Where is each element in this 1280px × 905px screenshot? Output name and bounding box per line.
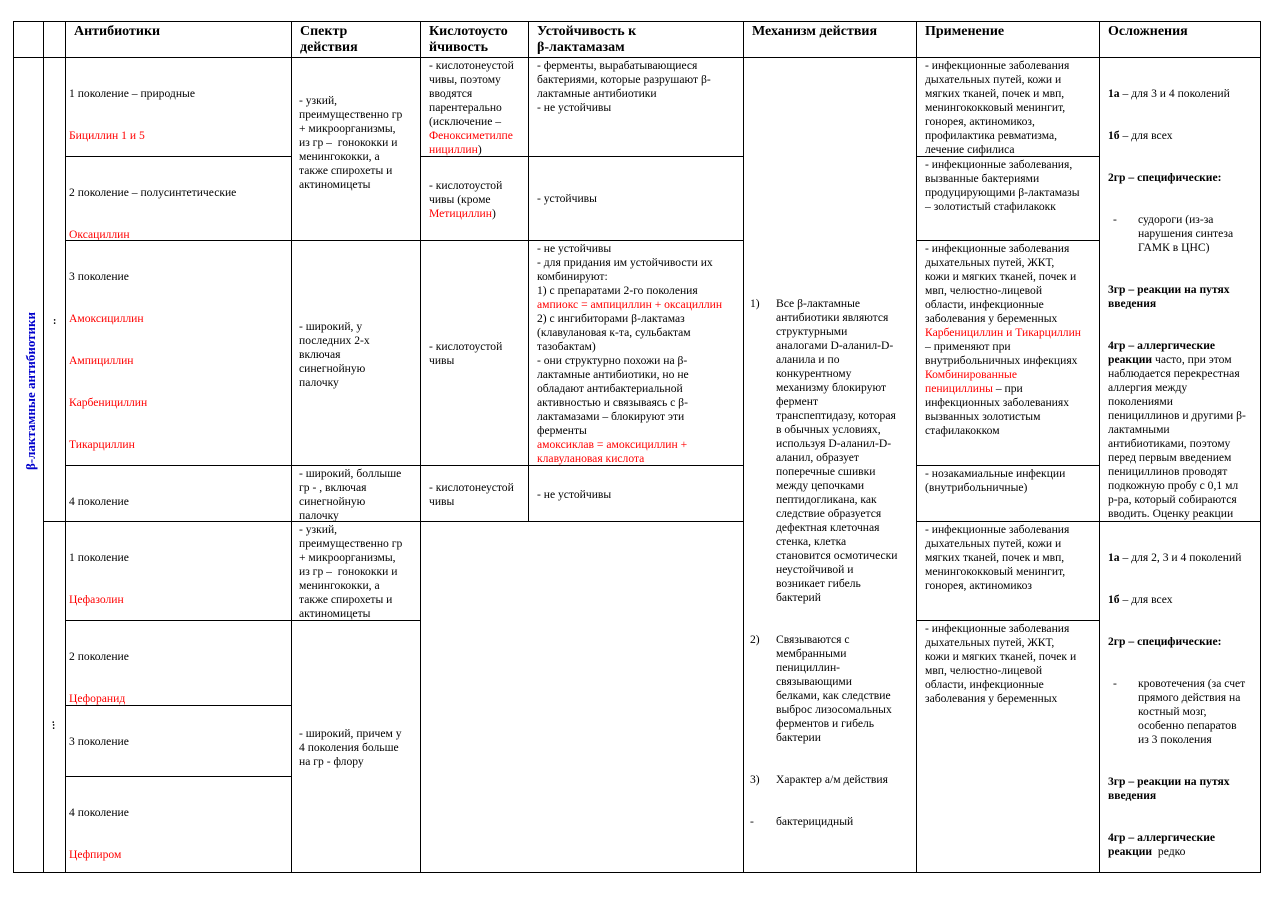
subgroup-cephalosporins	[43, 521, 66, 873]
peni-app-3: - инфекционные заболевания дыхательных путей, ЖКТ, кожи и мягких тканей, почек и мвп, челюстно-лицевой области, инфекционные заболевания у беременных Карбенициллин и Тикарциллин – применяют при внутрибольничных инфекциях Комбинированные пенициллины – при инфекционных заболеваниях вызванных золотистым стафилакокком	[916, 240, 1100, 466]
header-acid: Кислотоусто йчивость	[420, 21, 529, 58]
peni-beta-4: - не устойчивы	[528, 465, 744, 522]
peni-gen2-title: 2 поколение – полусинтетические	[69, 186, 237, 199]
mechanism-item: - бактерицидный	[750, 815, 854, 828]
drug: Цефпиром	[69, 848, 122, 861]
drug: Ампициллин	[69, 354, 134, 367]
peni-gen3-title: 3 поколение	[69, 270, 129, 283]
peni-acid-2: - кислотоустой чивы (кроме Метициллин)	[420, 156, 529, 241]
ceph-acid-beta-empty	[420, 521, 744, 873]
ceph-gen3	[65, 705, 292, 777]
header-complications: Осложнения	[1099, 21, 1261, 58]
peni-spectrum-3: - широкий, у последних 2-х включая синегнойную палочку	[291, 240, 421, 466]
ceph-app-1: - инфекционные заболевания дыхательных путей, кожи и мягких тканей, почек и мвп, менингококковый менингит, гонорея, актиномикоз	[916, 521, 1100, 621]
ceph-gen1-title: 1 поколение	[69, 551, 129, 564]
peni-acid-4: - кислотонеустой чивы	[420, 465, 529, 522]
peni-spectrum-4: - широкий, боллыше гр - , включая синегнойную палочку	[291, 465, 421, 522]
header-blank-1	[13, 21, 44, 58]
drug: Оксациллин	[69, 228, 130, 241]
peni-acid-1: - кислотонеустой чивы, поэтому вводятся парентерально (исключение – Феноксиметилпе нициллин)	[420, 57, 529, 157]
header-antibiotics: Антибиотики	[65, 21, 292, 58]
ceph-complications: 1а – для 2, 3 и 4 поколений 1б – для всех 2гр – специфические: - кровотечения (за счет прямого действия на костный мозг, особенно пепаратов из 3 поколения 3гр – реакции на путях введения 4гр – аллергические реакции редко	[1099, 521, 1261, 873]
mechanism-item: 2) Связываются с мембранными пенициллин- связывающими белками, как следствие выброс лизосомальных ферментов и гибель бактерии	[750, 633, 892, 744]
peni-app-4: - нозакамиальные инфекции (внутрибольничные)	[916, 465, 1100, 522]
ceph-app-2: - инфекционные заболевания дыхательных путей, ЖКТ, кожи и мягких тканей, почек и мвп, челюстно-лицевой области, инфекционные заболевания у беременных	[916, 620, 1100, 873]
mechanism-item: 1) Все β-лактамные антибиотики являются структурными аналогами D-аланил-D- аланила и по конкурентному механизму блокируют фермент транспептидазу, которая в обычных условиях, используя D-аланил-D- аланил, образует поперечные сшивки между цепочками пептидогликана, как следствие образуется дефектная клеточная стенка, клетка становится осмотически неустойчивой и возникает гибель бактерий	[750, 297, 898, 604]
mechanism-cell	[743, 57, 917, 873]
drug: Бициллин 1 и 5	[69, 129, 145, 142]
subgroup-penicillins	[43, 57, 66, 522]
peni-gen1-title: 1 поколение – природные	[69, 87, 195, 100]
header-beta-lactamase: Устойчивость к β-лактамазам	[528, 21, 744, 58]
peni-app-1: - инфекционные заболевания дыхательных путей, кожи и мягких тканей, почек и мвп, менингококковый менингит, гонорея, актиномикоз, профилактика ревматизма, лечение сифилиса	[916, 57, 1100, 157]
peni-gen3	[65, 240, 292, 466]
drug: Тикарциллин	[69, 438, 135, 451]
peni-gen1	[65, 57, 292, 157]
ceph-gen4	[65, 776, 292, 873]
peni-spectrum-1-2: - узкий, преимущественно гр + микроорганизмы, из гр – гонококки и менингококки, а также спирохеты и актиномицеты	[291, 57, 421, 241]
header-mechanism: Механизм действия	[743, 21, 917, 58]
drug: Амоксициллин	[69, 312, 144, 325]
subgroup-mark-2: . :	[52, 715, 56, 732]
antibiotics-table	[13, 21, 1261, 873]
peni-complications: 1а – для 3 и 4 поколений 1б – для всех 2гр – специфические: - судороги (из-за нарушения синтеза ГАМК в ЦНС) 3гр – реакции на путях введения 4гр – аллергические реакции часто, при этом наблюдается перекрестная аллергия между поколениями пенициллинов и другими β- лактамными антибиотиками, поэтому перед первым введением пенициллинов проводят подкожную пробу с 0,1 мл р-ра, который собираются вводить. Оценку реакции	[1099, 57, 1261, 522]
peni-app-2: - инфекционные заболевания, вызванные бактериями продуцирующими β-лактамазы – золотистый стафилакокк	[916, 156, 1100, 241]
mechanism-item: 3) Характер а/м действия	[750, 773, 888, 786]
peni-gen2	[65, 156, 292, 241]
header-spectrum: Спектр действия	[291, 21, 421, 58]
peni-beta-1: - ферменты, вырабатывающиеся бактериями, которые разрушают β- лактамные антибиотики - не устойчивы	[528, 57, 744, 157]
peni-gen4	[65, 465, 292, 522]
header-blank-2	[43, 21, 66, 58]
drug: Цефоранид	[69, 692, 126, 705]
drug: Цефазолин	[69, 593, 124, 606]
ceph-gen2-title: 2 поколение	[69, 650, 129, 663]
peni-beta-3: - не устойчивы - для придания им устойчивости их комбинируют: 1) с препаратами 2-го поколения ампиокс = ампициллин + оксациллин 2) с ингибиторами β-лактамаз (клавулановая к-та, сульбактам тазобактам) - они структурно похожи на β- лактамные антибиотики, но не обладают антибактериальной активностью и связываясь с β- лактамазами – блокируют эти ферменты амоксиклав = амоксициллин + клавулановая кислота	[528, 240, 744, 466]
ceph-spectrum-1: - узкий, преимущественно гр + микроорганизмы, из гр – гонококки и менингококки, а также спирохеты и актиномицеты	[291, 521, 421, 621]
subgroup-mark-1: :	[53, 316, 57, 327]
ceph-gen3-title: 3 поколение	[69, 735, 129, 748]
peni-gen4-title: 4 поколение	[69, 495, 129, 508]
group-label: β-лактамные антибиотики	[23, 311, 38, 471]
drug: Карбенициллин	[69, 396, 148, 409]
ceph-spectrum-2-4: - широкий, причем у 4 поколения больше на гр - флору	[291, 620, 421, 873]
ceph-gen1	[65, 521, 292, 621]
ceph-gen2	[65, 620, 292, 706]
ceph-gen4-title: 4 поколение	[69, 806, 129, 819]
header-application: Применение	[916, 21, 1100, 58]
peni-acid-3: - кислотоустой чивы	[420, 240, 529, 466]
peni-beta-2: - устойчивы	[528, 156, 744, 241]
